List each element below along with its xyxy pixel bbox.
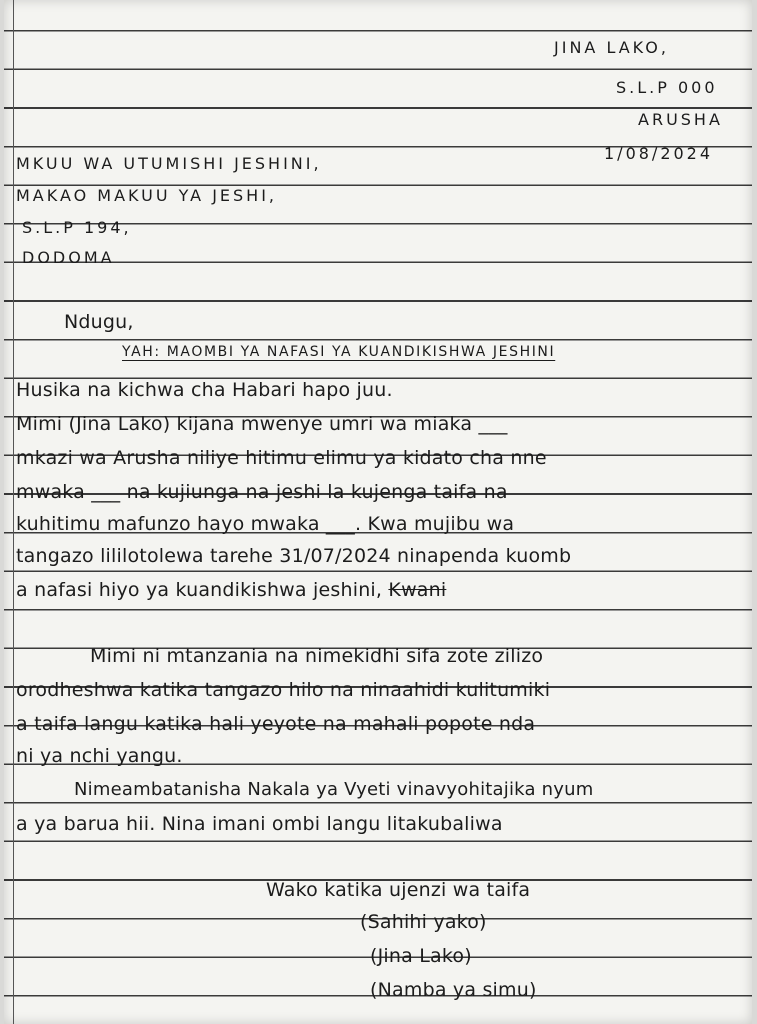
sender-name: JINA LAKO, bbox=[554, 38, 669, 57]
recipient-line-4: DODOMA bbox=[22, 248, 115, 267]
closing-line: Wako katika ujenzi wa taifa bbox=[266, 879, 531, 901]
body-line: Mimi (Jina Lako) kijana mwenye umri wa miaka ___ bbox=[16, 413, 508, 435]
recipient-line-3: S.L.P 194, bbox=[22, 218, 132, 237]
recipient-line-1: MKUU WA UTUMISHI JESHINI, bbox=[16, 154, 322, 173]
body-line: mwaka ___ na kujiunga na jeshi la kujenga taifa na bbox=[16, 481, 508, 503]
body-line: Mimi ni mtanzania na nimekidhi sifa zote zilizo bbox=[90, 645, 544, 667]
body-line: orodheshwa katika tangazo hilo na ninaahidi kulitumiki bbox=[16, 679, 551, 701]
name-placeholder: (Jina Lako) bbox=[370, 945, 472, 967]
body-line-text: a nafasi hiyo ya kuandikishwa jeshini, bbox=[16, 579, 383, 601]
salutation: Ndugu, bbox=[64, 311, 134, 333]
phone-placeholder: (Namba ya simu) bbox=[370, 979, 537, 1001]
sender-city: ARUSHA bbox=[638, 110, 723, 129]
body-line bbox=[16, 578, 446, 602]
body-line: tangazo lililotolewa tarehe 31/07/2024 ninapenda kuomb bbox=[16, 545, 572, 567]
body-line: kuhitimu mafunzo hayo mwaka ___. Kwa mujibu wa bbox=[16, 513, 515, 535]
body-line: Husika na kichwa cha Habari hapo juu. bbox=[16, 379, 393, 401]
body-line: ni ya nchi yangu. bbox=[16, 745, 183, 767]
body-line: Nimeambatanisha Nakala ya Vyeti vinavyohitajika nyum bbox=[74, 779, 594, 800]
letter-date: 1/08/2024 bbox=[604, 144, 714, 163]
body-line: a ya barua hii. Nina imani ombi langu litakubaliwa bbox=[16, 813, 503, 835]
recipient-line-2: MAKAO MAKUU YA JESHI, bbox=[16, 186, 278, 205]
sender-address: S.L.P 000 bbox=[616, 78, 718, 97]
subject-line: YAH: MAOMBI YA NAFASI YA KUANDIKISHWA JESHINI bbox=[122, 344, 556, 360]
margin-line bbox=[13, 0, 14, 1024]
signature-placeholder: (Sahihi yako) bbox=[360, 911, 487, 933]
struck-word: Kwani bbox=[388, 579, 447, 601]
body-line: a taifa langu katika hali yeyote na mahali popote nda bbox=[16, 713, 536, 735]
body-line: mkazi wa Arusha niliye hitimu elimu ya kidato cha nne bbox=[16, 447, 547, 469]
notebook-page bbox=[4, 0, 752, 1024]
